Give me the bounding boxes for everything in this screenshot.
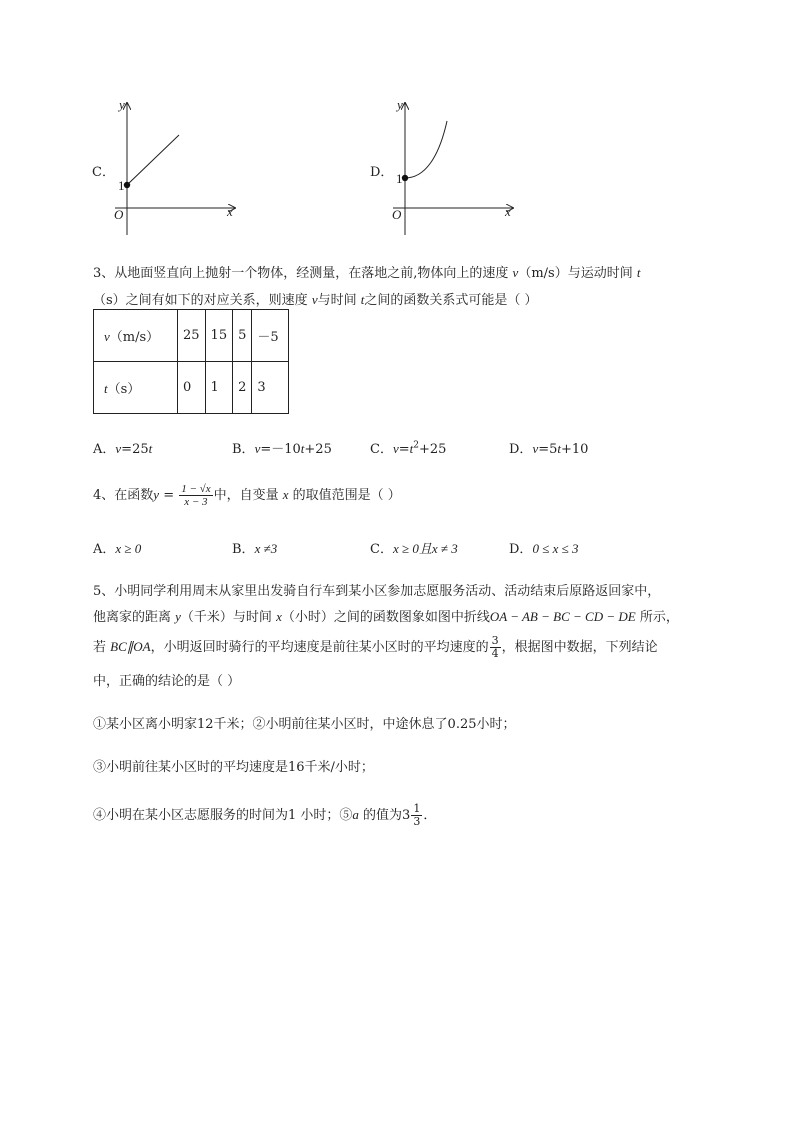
- graph-d: [383, 95, 523, 240]
- table-cell: 5: [233, 310, 252, 362]
- table-cell: 0: [178, 362, 206, 414]
- table-cell: 15: [205, 310, 233, 362]
- q3-option-c: C．$v=t^2+25$: [370, 440, 447, 457]
- table-cell: －5: [252, 310, 289, 362]
- q4-option-c: C．x ≥ 0且x ≠ 3: [370, 541, 458, 557]
- intercept-label: 1: [118, 178, 125, 193]
- curve-graph-line: [405, 121, 447, 178]
- q5-statement-3: ③小明前往某小区时的平均速度是16千米/小时；: [93, 760, 374, 775]
- mixed-fraction-1-3: $\frac{1}{3}$: [413, 801, 421, 828]
- table-cell: 3: [252, 362, 289, 414]
- q4-stem: 4、在函数y = $\frac{1 - √x}{x - 3}$ 中，自变量 x 的取值范围是（ ）: [93, 482, 401, 508]
- q4-option-d: D．0 ≤ x ≤ 3: [509, 541, 579, 557]
- intercept-point: [402, 175, 408, 181]
- q5-statement-1-2: ①某小区离小明家12千米；②小明前往某小区时，中途休息了0.25小时；: [93, 717, 516, 732]
- table-row: [94, 310, 289, 362]
- option-d-label: D．: [370, 165, 394, 180]
- q3-option-b: B．v=－10t+25: [232, 441, 332, 457]
- origin-label: O: [114, 207, 124, 222]
- q4-option-b: B．x ≠3: [232, 541, 278, 557]
- table-row: [94, 362, 289, 414]
- intercept-label: 1: [396, 171, 403, 186]
- q3-line1: 3、从地面竖直向上抛射一个物体，经测量，在落地之前,物体向上的速度 v（m/s）与运动时间 t: [93, 265, 641, 281]
- graph-c: [105, 95, 245, 240]
- x-axis-label: x: [505, 204, 511, 219]
- q5-line3: 若 BC∥OA，小明返回时骑行的平均速度是前往某小区时的平均速度的 $\frac{3}{4}$ ，根据图中数据，下列结论: [93, 633, 658, 660]
- table-cell: 25: [178, 310, 206, 362]
- q4-option-a: A．x ≥ 0: [93, 541, 142, 557]
- q3-line2: （s）之间有如下的对应关系，则速度 v与时间 t之间的函数关系式可能是（ ）: [93, 292, 538, 308]
- y-axis-label: y: [119, 97, 125, 112]
- x-axis-label: x: [227, 204, 233, 219]
- origin-label: O: [392, 207, 402, 222]
- table-cell: 1: [205, 362, 233, 414]
- row-label-v: v（m/s）: [94, 310, 178, 362]
- y-axis-label: y: [397, 97, 403, 112]
- linear-graph-line: [127, 135, 179, 185]
- velocity-time-table: [93, 309, 289, 414]
- row-label-t: t（s）: [94, 362, 178, 414]
- q4-fraction: $\frac{1 - √x}{x - 3}$: [181, 482, 211, 508]
- q3-option-a: A．v=25t: [93, 441, 153, 457]
- q5-line1: 5、小明同学利用周末从家里出发骑自行车到某小区参加志愿服务活动、活动结束后原路返回家中，: [93, 584, 661, 599]
- q3-option-d: D．v=5t+10: [509, 441, 589, 457]
- intercept-point: [124, 182, 130, 188]
- q5-fraction-3-4: $\frac{3}{4}$: [491, 633, 499, 660]
- option-c-label: C．: [92, 165, 115, 180]
- q5-line2: 他离家的距离 y（千米）与时间 x（小时）之间的函数图象如图中折线OA − AB − BC − CD − DE 所示，: [93, 609, 679, 625]
- table-cell: 2: [233, 362, 252, 414]
- q5-line4: 中，正确的结论的是（ ）: [93, 674, 241, 689]
- q5-statement-4-5: ④小明在某小区志愿服务的时间为1 小时；⑤a 的值为3 $\frac{1}{3}$ ．: [93, 801, 437, 828]
